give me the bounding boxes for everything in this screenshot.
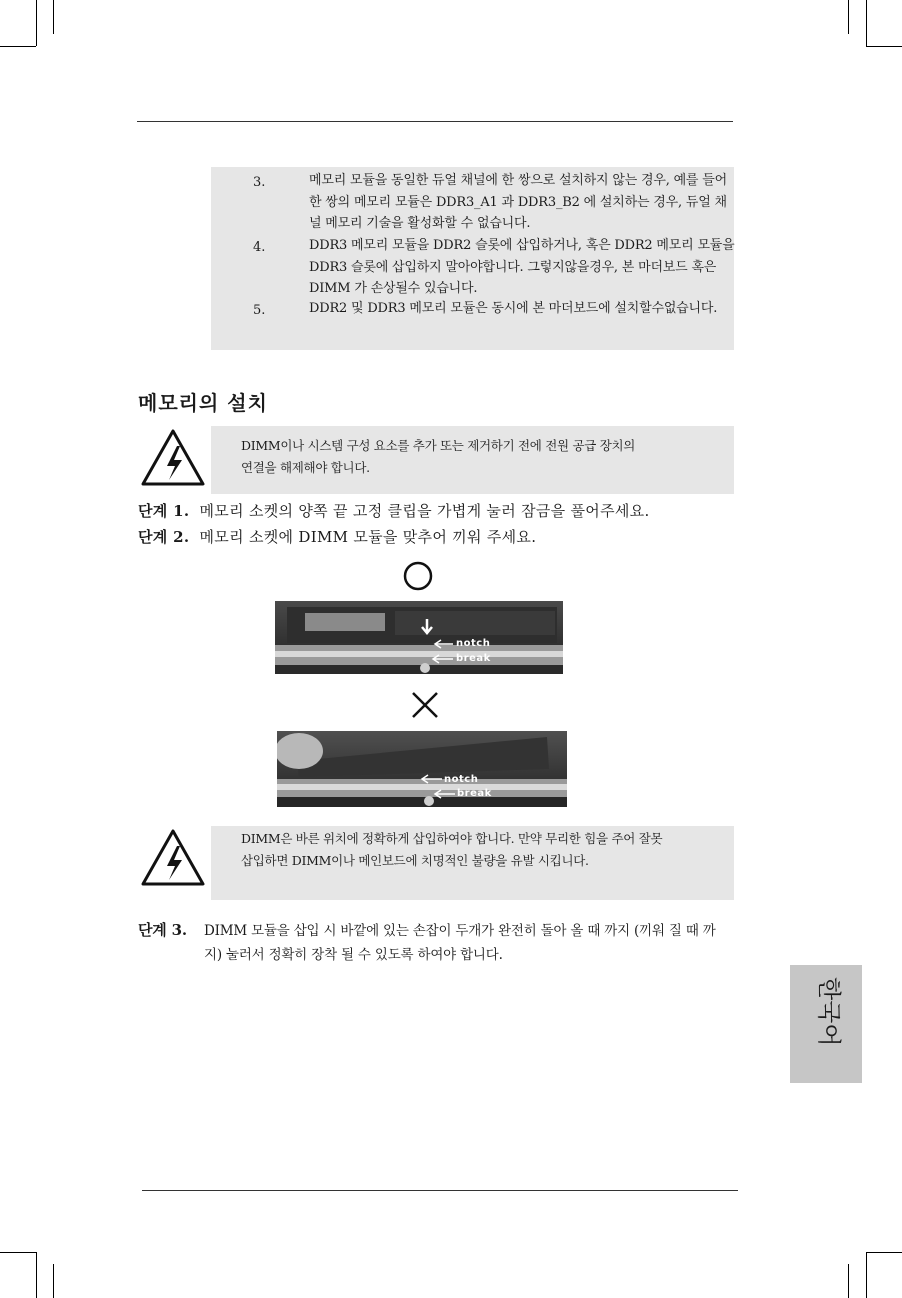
wrong-x-icon xyxy=(410,690,440,720)
crop-mark xyxy=(848,0,849,34)
warning-box xyxy=(211,826,734,900)
crop-mark xyxy=(36,1252,37,1298)
dimm-wrong-photo xyxy=(277,731,567,807)
step-label: 단계 2. xyxy=(138,528,190,546)
crop-mark xyxy=(0,1252,36,1253)
note-text: DDR3 메모리 모듈을 DDR2 슬롯에 삽입하거나, 혹은 DDR2 메모리 모듈을 DDR3 슬롯에 삽입하지 말아야합니다. 그렇지않을경우, 본 마더보드 혹은 DIMM 가 손상될수 있습니다. xyxy=(309,238,735,296)
step-label: 단계 3. xyxy=(138,921,187,939)
warning-box xyxy=(211,426,734,494)
crop-mark xyxy=(848,1264,849,1298)
note-number: 5. xyxy=(253,303,266,318)
note-text: DDR2 및 DDR3 메모리 모듈은 동시에 본 마더보드에 설치할수없습니다. xyxy=(309,301,718,316)
warning-text: DIMM이나 시스템 구성 요소를 추가 또는 제거하기 전에 전원 공급 장치의 연결을 해제해야 합니다. xyxy=(241,438,636,475)
language-side-tab xyxy=(790,965,862,1083)
side-tab-text: 한국어 xyxy=(815,977,843,1047)
step-text: 메모리 소켓의 양쪽 끝 고정 클립을 가볍게 눌러 잠금을 풀어주세요. xyxy=(199,502,650,520)
warning-text: DIMM은 바른 위치에 정확하게 삽입하여야 합니다. 만약 무리한 힘을 주어 잘못 삽입하면 DIMM이나 메인보드에 치명적인 불량을 유발 시킵니다. xyxy=(241,831,663,868)
crop-mark xyxy=(866,1252,902,1253)
step-1 xyxy=(138,500,650,521)
crop-mark xyxy=(0,46,36,47)
crop-mark xyxy=(866,46,902,47)
crop-mark xyxy=(866,0,867,46)
step-3 xyxy=(138,918,187,943)
correct-circle-icon xyxy=(402,560,434,592)
break-label: break xyxy=(456,653,491,664)
crop-mark xyxy=(53,1264,54,1298)
crop-mark xyxy=(866,1252,867,1298)
step-label: 단계 1. xyxy=(138,502,190,520)
note-text: 메모리 모듈을 동일한 듀얼 채널에 한 쌍으로 설치하지 않는 경우, 예를 들어 한 쌍의 메모리 모듈은 DDR3_A1 과 DDR3_B2 에 설치하는 경우, 듀얼 채널 메모리 기술을 활성화할 수 없습니다. xyxy=(309,173,727,231)
notch-label: notch xyxy=(456,638,491,649)
step-text: 메모리 소켓에 DIMM 모듈을 맞추어 끼워 주세요. xyxy=(199,528,537,546)
warning-icon xyxy=(140,428,206,488)
footer-rule xyxy=(142,1190,738,1191)
header-rule xyxy=(137,121,733,122)
step-2 xyxy=(138,526,536,547)
crop-mark xyxy=(36,0,37,46)
section-title: 메모리의 설치 xyxy=(138,391,268,415)
break-label: break xyxy=(457,788,492,799)
notch-label: notch xyxy=(444,774,479,785)
step-text: DIMM 모듈을 삽입 시 바깥에 있는 손잡이 두개가 완전히 돌아 올 때 까지 (끼워 질 때 까지) 눌러서 정확히 장착 될 수 있도록 하여야 합니다. xyxy=(204,923,716,963)
dimm-correct-photo xyxy=(275,601,563,674)
crop-mark xyxy=(53,0,54,34)
note-number: 4. xyxy=(253,240,266,255)
note-number: 3. xyxy=(253,175,266,190)
notes-box xyxy=(211,167,734,350)
warning-icon xyxy=(140,828,206,888)
